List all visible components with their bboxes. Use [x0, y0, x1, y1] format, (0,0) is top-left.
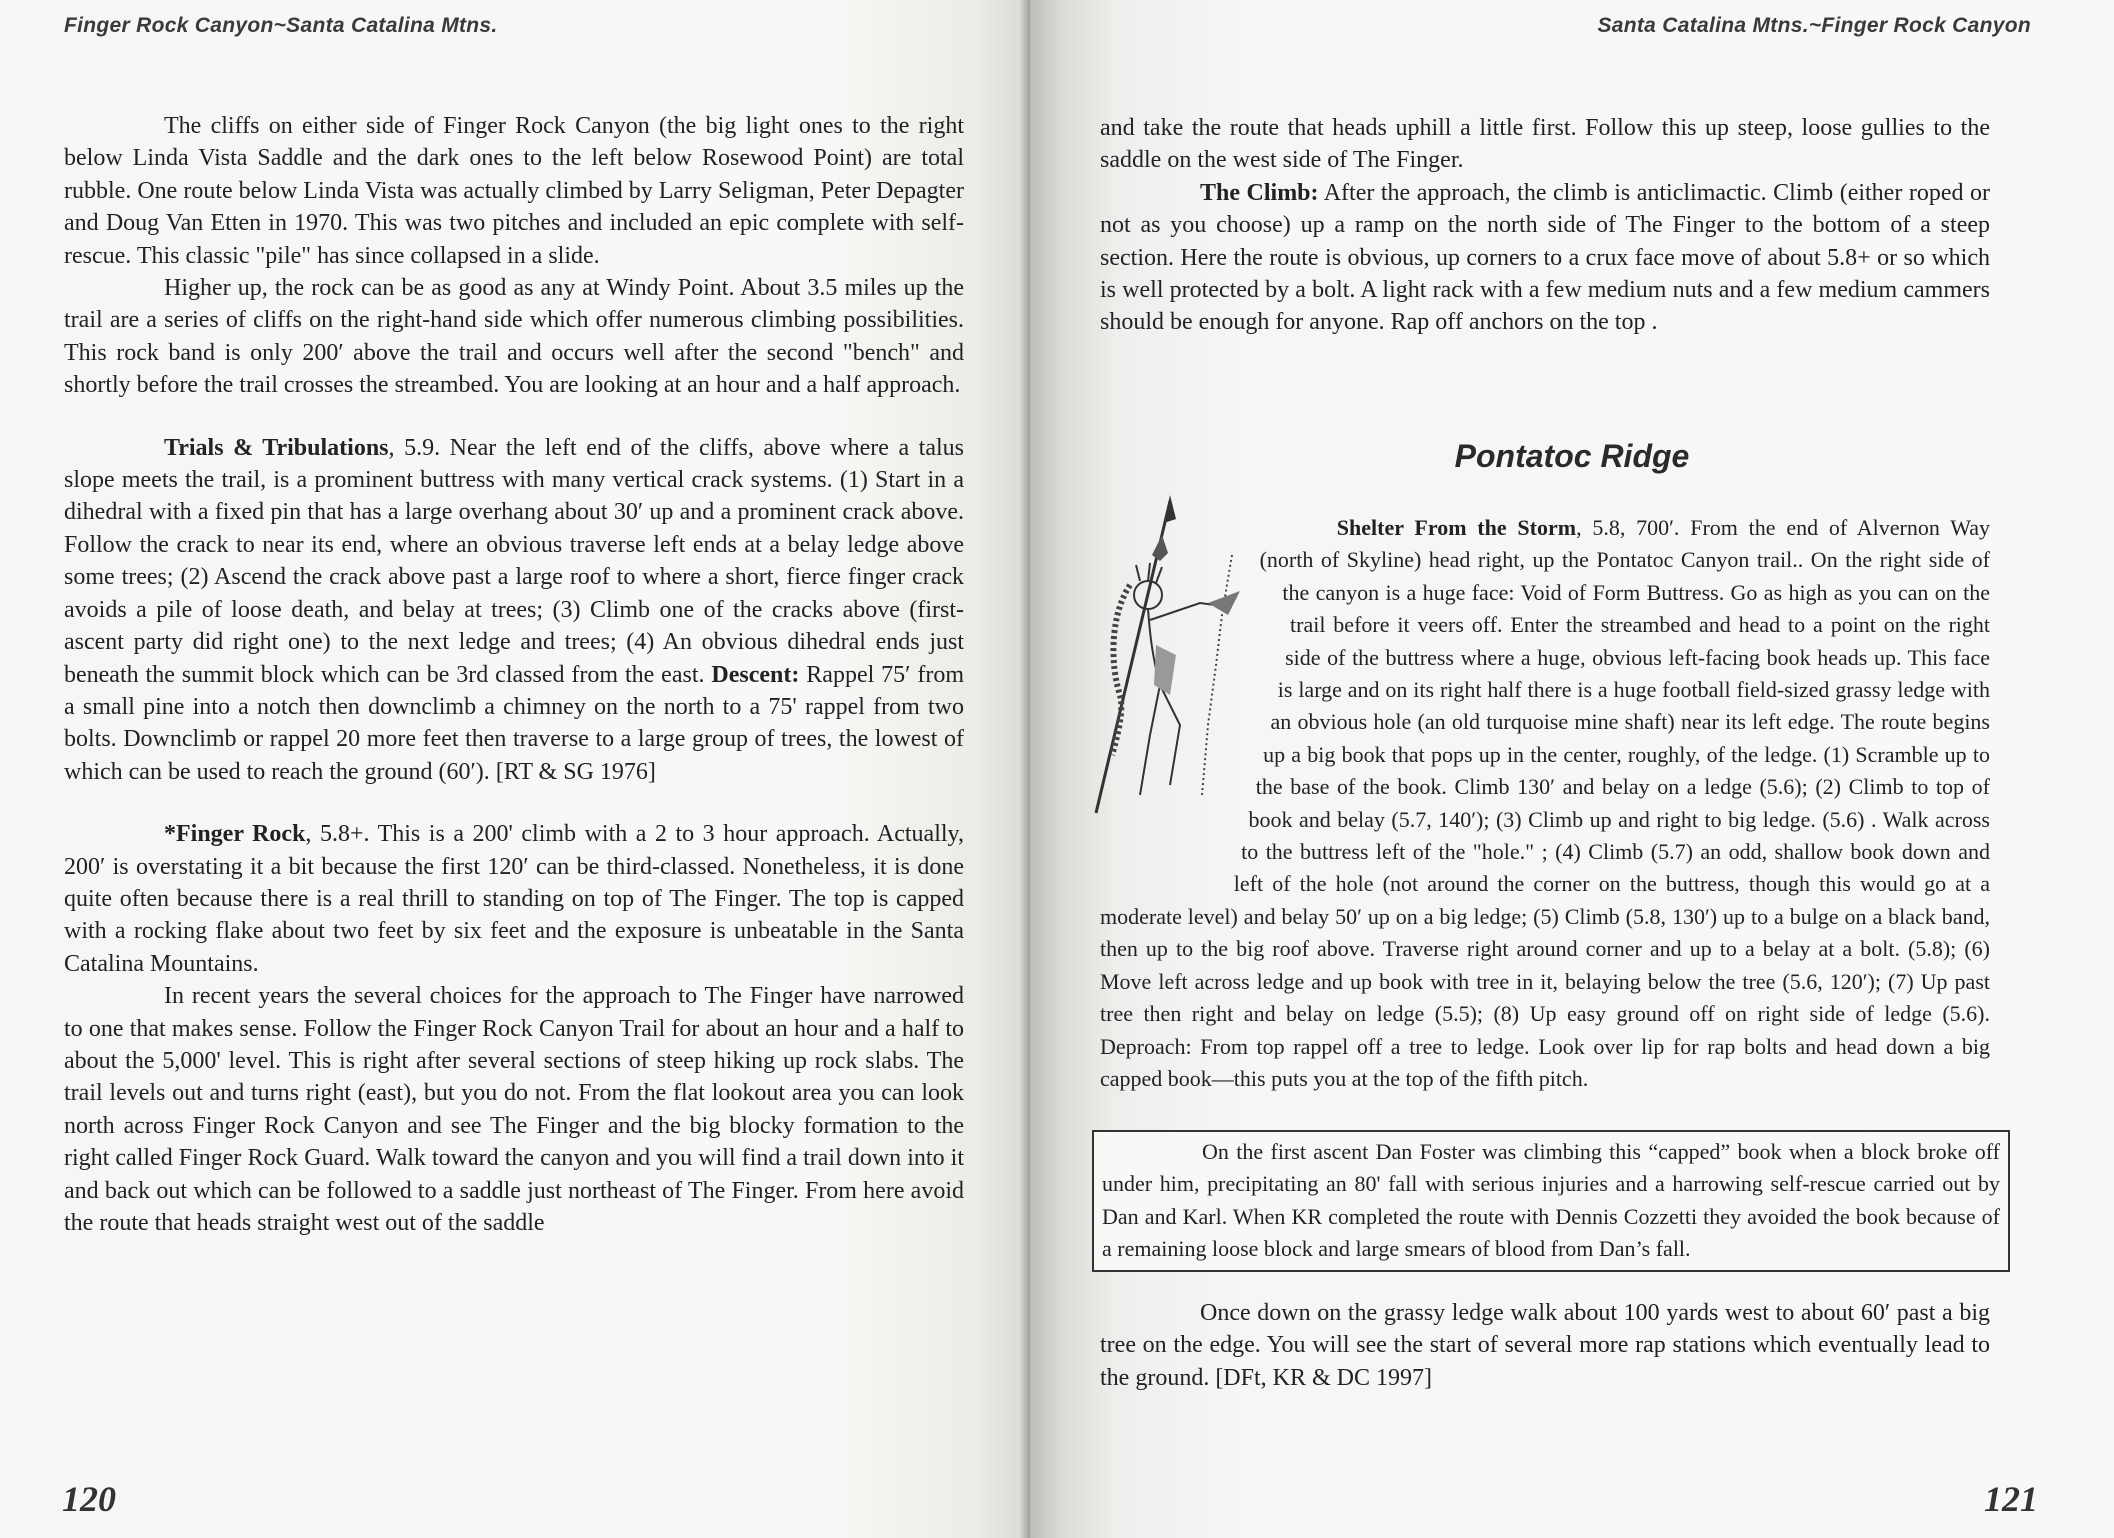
- route-name-finger-rock: *Finger Rock: [164, 821, 306, 848]
- running-head-right: Santa Catalina Mtns.~Finger Rock Canyon: [1597, 14, 2031, 37]
- route-finger-rock: [64, 818, 964, 980]
- route-desc-trials: , 5.9. Near the left end of the cliffs, above where a talus slope meets the trail, is a prominent buttress with many vertical crack systems. (1) Start in a dihedral with a fixed pin that has a large overhang about 30′ up and a prominent crack above. Follow the crack to near its end, where an obvious traverse left ends at a belay ledge above some trees; (2) Ascend the crack above past a large roof to where a short, fierce finger crack avoids a pile of loose death, and belay at trees; (3) Climb one of the cracks above (first-ascent party did right one) to the next ledge and trees; (4) An obvious dihedral ends just beneath the summit block which can be 3rd classed from the east.: [64, 434, 965, 688]
- route-trials-tribulations: [64, 432, 964, 788]
- route-desc-shelter: , 5.8, 700′. From the end of Alvernon Way (north of Skyline) head right, up the Pontatoc Canyon trail.. On the right side of the canyon is a huge face: Void of Form Buttress. Go as high as you can on the trail before it veers off. Enter the streambed and head to a point on the right side of the buttress where a huge, obvious left-facing book heads up. This face is large and on its right half there is a huge football field-sized grassy ledge with an obvious hole (an old turquoise mine shaft) near its left edge. The route begins up a big book that pops up in the center, roughly, of the ledge. (1) Scramble up to the base of the book. Climb 130′ and belay on a ledge (5.6); (2) Climb to top of book and belay (5.7, 140′); (3) Climb up and right to big ledge. (5.6) . Walk across to the buttress left of the "hole." ; (4) Climb (5.7) an odd, shallow book down and left of the hole (not around the corner on the buttress, though this would go at a moderate level) and belay 50′ up on a big ledge; (5) Climb (5.8, 130′) up to a bulge on a black band, then up to the big roof above. Traverse right around corner and up to a belay at a bolt. (5.8); (6) Move left across ledge and up book with tree in it, belaying below the tree (5.6, 120′); (7) Up past tree then right and belay on ledge (5.5); (8) Up easy ground off on right side of ledge (5.6). Deproach: From top rappel off a tree to ledge. Look over lip for rap bolts and head down a big capped book—this puts you at the top of the fifth pitch.: [1100, 515, 1991, 1091]
- approach-paragraph: In recent years the several choices for the approach to The Finger have narrowed to one that makes sense. Follow the Finger Rock Canyon Trail for about an hour and a half to about the 5,000' level. This is right after several sections of steep hiking up rock slabs. The trail levels out and turns right (east), but you do not. From the flat lookout area you can look north across Finger Rock Canyon and see The Finger and the big blocky formation to the right called Finger Rock Guard. Walk toward the canyon and you will find a trail down into it and back out which can be followed to a saddle just northeast of The Finger. From here avoid the route that heads straight west out of the saddle: [64, 983, 964, 1236]
- descent-label: Descent:: [711, 661, 800, 688]
- right-page: [1030, 0, 2114, 1538]
- section-title: Pontatoc Ridge: [1454, 438, 1690, 474]
- left-page: [0, 0, 1028, 1538]
- final-paragraph: Once down on the grassy ledge walk about 100 yards west to about 60′ past a big tree on the edge. You will see the start of several more rap stations which eventually lead to the ground. [DFt, KR & DC 1997]: [1100, 1300, 1990, 1391]
- climber-with-spear-icon: [1090, 495, 1280, 825]
- the-climb-paragraph: [1100, 177, 1990, 339]
- route-name-shelter: Shelter From the Storm: [1336, 515, 1577, 540]
- the-climb-text: After the approach, the climb is anticlimactic. Climb (either roped or not as you choose) up a ramp on the north side of The Finger to the bottom of a steep section. Here the route is obvious, up corners to a crux face move of about 5.8+ or so which is well protected by a bolt. A light rack with a few medium nuts and a few medium cammers should be enough for anyone. Rap off anchors on the top .: [1100, 179, 1990, 336]
- right-page-final-body: [1100, 1297, 1990, 1394]
- right-page-top-body: [1100, 112, 1990, 339]
- continued-paragraph: and take the route that heads uphill a little first. Follow this up steep, loose gullies to the saddle on the west side of The Finger.: [1100, 115, 1990, 174]
- the-climb-label: The Climb:: [1200, 179, 1319, 206]
- running-head-left: Finger Rock Canyon~Santa Catalina Mtns.: [64, 14, 498, 37]
- route-name-trials: Trials & Tribulations: [164, 434, 389, 461]
- intro-paragraph-1: The cliffs on either side of Finger Rock Canyon (the big light ones to the right below Linda Vista Saddle and the dark ones to the left below Rosewood Point) are total rubble. One route below Linda Vista was actually climbed by Larry Seligman, Peter Depagter and Doug Van Etten in 1970. This was two pitches and included an epic complete with self-rescue. This classic "pile" has since collapsed in a slide.: [64, 113, 964, 269]
- intro-paragraph-2: Higher up, the rock can be as good as any at Windy Point. About 3.5 miles up the trail are a series of cliffs on the right-hand side which offer numerous climbing possibilities. This rock band is only 200′ above the trail and occurs well after the second "bench" and shortly before the trail crosses the streambed. You are looking at an hour and a half approach.: [64, 275, 964, 399]
- page-number-left: 120: [62, 1479, 116, 1519]
- first-ascent-callout-box: [1092, 1130, 2010, 1272]
- descent-text: Rappel 75′ from a small pine into a notch then downclimb a chimney on the north to a 75' rappel from two bolts. Downclimb or rappel 20 more feet then traverse to a large group of trees, the lowest of which can be used to reach the ground (60′). [RT & SG 1976]: [64, 661, 964, 785]
- route-desc-finger-rock: , 5.8+. This is a 200' climb with a 2 to 3 hour approach. Actually, 200′ is overstating it a bit because the first 120′ can be third-classed. Nonetheless, it is done quite often because there is a real thrill to standing on top of The Finger. The top is capped with a rocking flake about two feet by six feet and the exposure is unbeatable in the Santa Catalina Mountains.: [64, 821, 964, 977]
- left-page-body: [64, 110, 964, 1239]
- callout-text: On the first ascent Dan Foster was climbing this “capped” book when a block broke off under him, precipitating an 80' fall with serious injuries and a harrowing self-rescue carried out by Dan and Karl. When KR completed the route with Dennis Cozzetti they avoided the book because of a remaining loose block and large smears of blood from Dan’s fall.: [1102, 1139, 2000, 1262]
- page-number-right: 121: [1984, 1479, 2038, 1519]
